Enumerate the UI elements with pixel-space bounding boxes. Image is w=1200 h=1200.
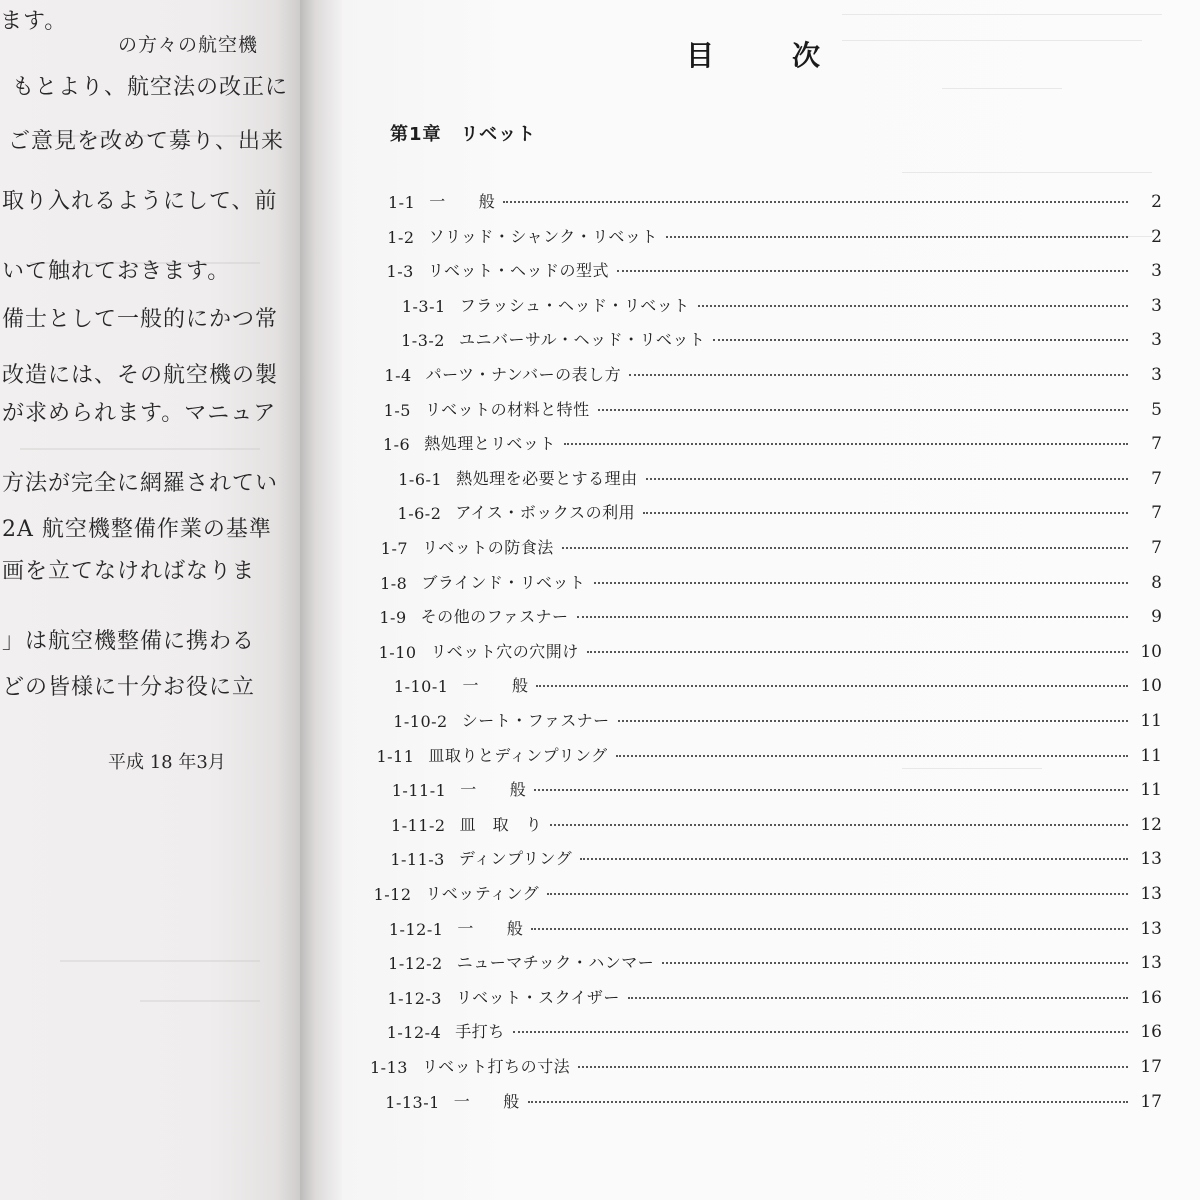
toc-entry-number: 1-9 xyxy=(379,608,407,628)
toc-entry[interactable] xyxy=(401,322,1162,350)
dot-leader xyxy=(528,1101,1128,1103)
body-text-line: いて触れておきます。 xyxy=(2,259,231,284)
toc-entry-title: ブラインド・リベット xyxy=(421,572,586,592)
dot-leader xyxy=(698,305,1128,307)
toc-entry-page-number: 11 xyxy=(1140,780,1162,801)
toc-entry-title: 一 般 xyxy=(453,1091,520,1111)
toc-entry-page-number: 8 xyxy=(1151,572,1162,593)
toc-entry-page-number: 13 xyxy=(1140,849,1162,870)
toc-entry-page-number: 16 xyxy=(1140,1022,1162,1043)
dot-leader xyxy=(536,685,1128,687)
show-through-line xyxy=(20,448,260,450)
toc-entry-number: 1-3-2 xyxy=(401,331,445,351)
dot-leader xyxy=(618,720,1128,722)
toc-entry-title: リベットの防食法 xyxy=(422,538,554,557)
toc-entry-page-number: 7 xyxy=(1151,468,1162,489)
toc-entry-page-number: 3 xyxy=(1151,330,1162,351)
dot-leader xyxy=(646,478,1128,480)
toc-entry-title: 一 般 xyxy=(429,192,496,211)
toc-entry-page-number: 9 xyxy=(1151,607,1162,628)
toc-entry-number: 1-10-1 xyxy=(393,677,449,697)
toc-entry-page-number: 10 xyxy=(1140,676,1162,697)
toc-entry-title: パーツ・ナンバーの表し方 xyxy=(425,365,622,384)
toc-entry-title: 一 般 xyxy=(462,676,529,696)
body-text-line: 備士として一般的にかつ常 xyxy=(2,307,279,332)
dot-leader xyxy=(713,339,1128,341)
toc-entry-page-number: 5 xyxy=(1151,399,1162,420)
toc-entry[interactable] xyxy=(376,738,1162,766)
toc-entry-title: アイス・ボックスの利用 xyxy=(455,503,636,523)
toc-entry-page-number: 7 xyxy=(1151,503,1162,524)
dot-leader xyxy=(534,789,1128,791)
toc-entry[interactable] xyxy=(398,461,1162,489)
dot-leader xyxy=(577,616,1129,618)
body-text-line: 画を立てなければなりま xyxy=(2,559,256,584)
toc-entry-number: 1-4 xyxy=(384,366,412,385)
show-through-line xyxy=(902,172,1152,173)
toc-entry[interactable] xyxy=(393,703,1162,731)
toc-entry-number: 1-12 xyxy=(373,885,412,904)
toc-entry-title: ユニバーサル・ヘッド・リベット xyxy=(458,330,706,350)
chapter-heading: 第1章 リベット xyxy=(390,124,537,145)
dot-leader xyxy=(513,1031,1128,1033)
toc-entry[interactable] xyxy=(388,945,1162,973)
toc-entry-title: リベット穴の穴開け xyxy=(430,641,579,661)
toc-entry[interactable] xyxy=(387,219,1162,247)
toc-entry-title: 一 般 xyxy=(457,918,524,938)
toc-entry-number: 1-7 xyxy=(380,539,409,558)
dot-leader xyxy=(531,928,1128,930)
toc-entry[interactable] xyxy=(398,495,1162,523)
toc-entry[interactable] xyxy=(388,184,1162,212)
toc-entry-page-number: 17 xyxy=(1140,1091,1162,1112)
toc-entry-title: リベッティング xyxy=(425,884,540,903)
dot-leader xyxy=(594,582,1128,584)
toc-entry-title: 手打ち xyxy=(455,1022,505,1042)
body-text-line: 改造には、その航空機の製 xyxy=(2,363,279,388)
toc-entry[interactable] xyxy=(387,980,1162,1008)
toc-entry-number: 1-2 xyxy=(387,227,415,247)
dot-leader xyxy=(587,651,1128,653)
toc-entry-title: その他のファスナー xyxy=(420,607,569,627)
dot-leader xyxy=(578,1066,1128,1068)
toc-entry-title: 熱処理を必要とする理由 xyxy=(456,468,638,488)
toc-entry-number: 1-10-2 xyxy=(393,712,448,731)
body-text-line: の方々の航空機 xyxy=(118,34,259,56)
show-through-line xyxy=(902,768,1042,769)
toc-entry-number: 1-12-1 xyxy=(388,919,444,939)
toc-entry-page-number: 11 xyxy=(1140,711,1162,731)
dot-leader xyxy=(662,962,1128,964)
dot-leader xyxy=(503,201,1128,203)
body-text-line: もとより、航空法の改正に xyxy=(12,75,289,100)
dot-leader xyxy=(564,443,1128,445)
toc-entry-number: 1-5 xyxy=(383,400,411,420)
toc-entry-page-number: 3 xyxy=(1151,365,1162,385)
toc-entry-page-number: 7 xyxy=(1151,434,1162,455)
toc-entry-number: 1-11 xyxy=(376,746,415,766)
body-text-line: ます。 xyxy=(0,9,68,34)
toc-entry-number: 1-11-3 xyxy=(390,850,445,870)
toc-entry-number: 1-1 xyxy=(388,193,416,212)
body-text-line: どの皆様に十分お役に立 xyxy=(2,675,256,700)
toc-entry-number: 1-3 xyxy=(386,262,414,282)
body-text-line: 取り入れるようにして、前 xyxy=(2,189,278,214)
toc-entry-number: 1-10 xyxy=(378,642,417,662)
dot-leader xyxy=(550,824,1128,826)
toc-entry-number: 1-6-1 xyxy=(398,469,443,489)
toc-entry-title: 熱処理とリベット xyxy=(424,434,556,454)
show-through-line xyxy=(140,1000,260,1002)
toc-entry[interactable] xyxy=(384,392,1162,420)
toc-entry-number: 1-8 xyxy=(380,573,408,593)
toc-entry[interactable] xyxy=(379,634,1162,662)
toc-entry[interactable] xyxy=(394,668,1162,696)
toc-entry[interactable] xyxy=(392,772,1162,800)
toc-entry-page-number: 17 xyxy=(1140,1057,1162,1077)
toc-entry-title: 皿 取 り xyxy=(459,814,543,834)
body-text-line: が求められます。マニュア xyxy=(2,401,277,426)
toc-entry-page-number: 3 xyxy=(1151,295,1162,316)
toc-entry-page-number: 13 xyxy=(1140,884,1162,904)
toc-entry-page-number: 12 xyxy=(1140,814,1162,835)
toc-entry-number: 1-6 xyxy=(382,435,411,455)
toc-entry[interactable] xyxy=(391,807,1162,835)
toc-entry[interactable] xyxy=(387,1014,1162,1042)
toc-entry[interactable] xyxy=(389,911,1162,939)
left-page xyxy=(0,0,300,1200)
date-line: 平成 18 年3月 xyxy=(108,752,226,773)
toc-entry-page-number: 10 xyxy=(1140,641,1162,662)
dot-leader xyxy=(643,512,1128,514)
toc-entry-page-number: 13 xyxy=(1140,953,1162,974)
toc-entry-page-number: 2 xyxy=(1151,192,1162,212)
toc-entry-page-number: 13 xyxy=(1140,918,1162,939)
toc-entry-title: ソリッド・シャンク・リベット xyxy=(428,226,658,246)
toc-entry[interactable] xyxy=(402,288,1162,316)
dot-leader xyxy=(547,893,1128,895)
toc-entry-title: リベット・ヘッドの型式 xyxy=(427,261,609,281)
toc-entry-page-number: 16 xyxy=(1140,987,1162,1008)
body-text-line: 2A 航空機整備作業の基準 xyxy=(2,517,272,542)
dot-leader xyxy=(562,547,1128,549)
toc-entry-title: リベット打ちの寸法 xyxy=(421,1057,571,1076)
toc-entry-title: リベットの材料と特性 xyxy=(424,399,590,419)
toc-entry-number: 1-11-2 xyxy=(391,815,446,835)
toc-entry[interactable] xyxy=(387,253,1162,281)
body-text-line: 」は航空機整備に携わる xyxy=(2,629,256,654)
toc-entry-title: 皿取りとディンプリング xyxy=(428,745,608,765)
toc-entry[interactable] xyxy=(390,841,1162,869)
toc-entry[interactable] xyxy=(380,565,1162,593)
toc-entry-title: フラッシュ・ヘッド・リベット xyxy=(459,295,690,315)
toc-entry-number: 1-13 xyxy=(370,1058,408,1077)
toc-entry-page-number: 2 xyxy=(1151,226,1162,247)
book-gutter xyxy=(300,0,342,1200)
toc-entry-number: 1-12-4 xyxy=(386,1023,442,1043)
dot-leader xyxy=(617,270,1128,272)
toc-page xyxy=(342,0,1200,1200)
toc-entry-number: 1-12-2 xyxy=(388,954,443,974)
body-text-line: ご意見を改めて募り、出来 xyxy=(8,129,285,154)
dot-leader xyxy=(580,858,1128,860)
dot-leader xyxy=(666,236,1128,238)
dot-leader xyxy=(628,997,1128,999)
dot-leader xyxy=(598,409,1128,411)
toc-entry-title: ニューマチック・ハンマー xyxy=(456,953,655,973)
page-title: 目次 xyxy=(686,39,899,72)
toc-entry-number: 1-12-3 xyxy=(387,988,442,1008)
toc-entry[interactable] xyxy=(384,357,1162,385)
toc-entry-page-number: 7 xyxy=(1151,538,1162,558)
toc-entry-title: ディンプリング xyxy=(458,849,573,869)
toc-entry-title: 一 般 xyxy=(460,780,527,800)
dot-leader xyxy=(616,755,1128,757)
toc-entry-number: 1-3-1 xyxy=(401,296,446,316)
toc-entry[interactable] xyxy=(385,1084,1162,1112)
toc-entry-page-number: 3 xyxy=(1151,261,1162,282)
toc-entry-title: リベット・スクイザー xyxy=(455,987,620,1007)
toc-entry-number: 1-11-1 xyxy=(391,781,447,801)
show-through-line xyxy=(60,960,260,962)
body-text-line: 方法が完全に網羅されてい xyxy=(2,471,279,496)
toc-entry-title: シート・ファスナー xyxy=(461,711,610,730)
show-through-line xyxy=(842,14,1162,15)
toc-entry-number: 1-13-1 xyxy=(385,1092,440,1112)
toc-entry[interactable] xyxy=(370,1049,1162,1077)
toc-entry[interactable] xyxy=(379,599,1162,627)
toc-entry[interactable] xyxy=(374,876,1162,904)
toc-entry[interactable] xyxy=(383,426,1162,454)
toc-entry[interactable] xyxy=(381,530,1162,558)
toc-entry-number: 1-6-2 xyxy=(397,504,442,524)
toc-entry-page-number: 11 xyxy=(1140,745,1162,766)
show-through-line xyxy=(942,88,1062,89)
dot-leader xyxy=(629,374,1128,376)
